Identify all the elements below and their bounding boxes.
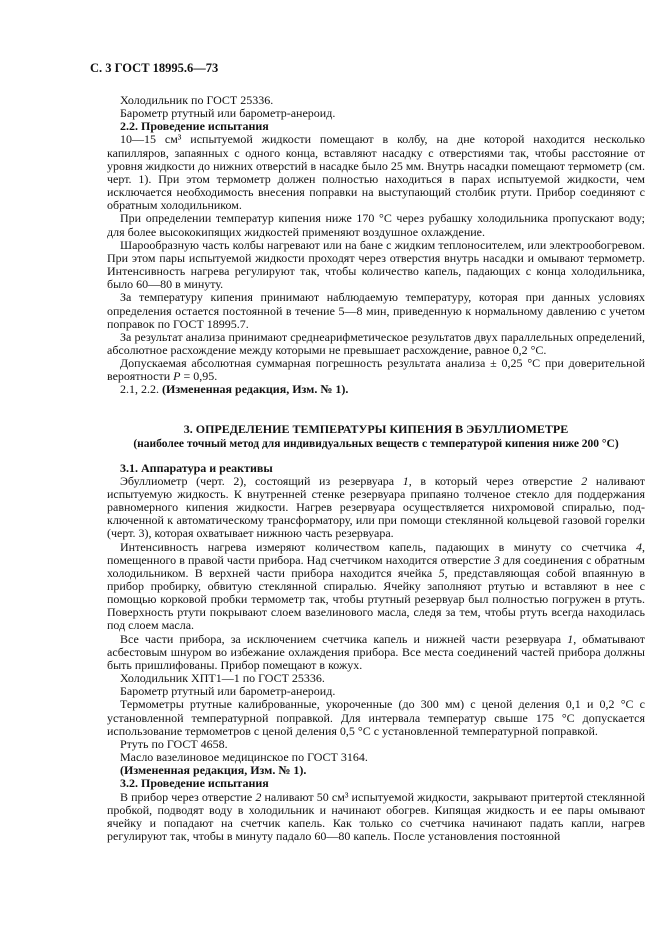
text-run: (Измененная редакция, Изм. № 1). [120,763,307,778]
paragraph [107,791,645,844]
italic-ref: 1 [402,473,409,488]
text-run: Холодильник ХПТ1—1 по ГОСТ 25336. [120,671,325,686]
text-run: 2.2. Проведение испытания [120,119,269,134]
paragraph [107,633,645,672]
text-run: Эбуллиометр (черт. 2), состоящий из резервуара [120,473,403,488]
text-run: наливают испытуемую жидкость. К внутренней стенке резервуара припаяно толченое стекло для поддержания равномерного кипения жидкости. Нагрев резервуара осуществляется нихромовой спиралью, подключенной к автоматическому трансформатору, или при помощи стеклянной кольцевой газовой горелки (черт. 3), которая охватывает нижнюю часть резервуара. [107,473,645,541]
text-run: В прибор через отверстие [120,789,256,804]
italic-ref: 4 [636,539,642,554]
paragraph [107,475,645,541]
text-run: = 0,95. [180,369,218,384]
text-run: Термометры ртутные калиброванные, укороченные (до 300 мм) с ценой деления 0,1 и 0,2 °С с установленной температурной поправкой. Для интервала температур свыше 175 °С допускается использование термометров с ценой деления 0,5 °С с установленной температурной поправкой. [107,697,645,738]
text-run: При определении температур кипения ниже 170 °С через рубашку холодильника пропускают воду; для более высококипящих жидкостей применяют воздушное охлаждение. [107,211,645,239]
text-run: Барометр ртутный или барометр-анероид. [120,684,336,699]
document-body [107,94,645,843]
paragraph [107,383,645,396]
text-run: для соединения с обратным холодильником. В верхней части прибора находится ячейка [107,552,646,580]
text-run: , помещенного в правой части прибора. Над счетчиком находится отверстие [107,539,645,567]
text-run: Интенсивность нагрева измеряют количеством капель, падающих в минуту со счетчика [120,539,636,554]
italic-ref: 2 [581,473,588,488]
text-run: Барометр ртутный или барометр-анероид. [120,106,336,121]
paragraph [107,357,645,383]
section-title [107,422,645,437]
text-run: 3.1. Аппаратура и реактивы [120,460,273,475]
paragraph [107,133,645,212]
italic-ref: 1 [567,631,574,646]
paragraph [107,291,645,330]
text-run: , обматывают асбестовым шнуром во избежание охлаждения прибора. Все места соединений частей прибора должны быть пришлифованы. Прибор помещают в кожух. [107,631,645,672]
page-header: С. 3 ГОСТ 18995.6—73 [90,61,219,75]
text-run: (наиболее точный метод для индивидуальных веществ с температурой кипения ниже 200 °С) [133,437,619,450]
text-run: 10—15 см³ испытуемой жидкости помещают в колбу, на дне которой находится несколько капилляров, запаянных с одного конца, вставляют насадку с отверстиями так, чтобы расстояние от уровня жидкости до нижних отверстий в насадке было 25 мм. Внутрь насадки помещают термометр (см. черт. 1). При этом термометр должен полностью находиться в парах испытуемой жидкости, чем исключается необходимость внесения поправки на выступающий столбик ртути. Прибор соединяют с обратным холодильником. [107,132,645,213]
italic-ref: 3 [493,552,500,567]
paragraph [107,698,645,737]
text-run: Масло вазелиновое медицинское по ГОСТ 3164. [120,750,368,765]
text-run: Допускаемая абсолютная суммарная погрешность результата анализа ± 0,25 °С при доверительной вероятности [107,356,645,384]
text-run: За температуру кипения принимают наблюдаемую температуру, которая при данных условиях определения остается постоянной в течение 5—8 мин, приведенную к нормальному давлению с учетом поправок по ГОСТ 18995.7. [107,290,645,331]
text-run: За результат анализа принимают среднеарифметическое результатов двух параллельных определений, абсолютное расхождение между которыми не превышает расхождение, равное 0,2 °С. [107,329,645,357]
text-run: Холодильник по ГОСТ 25336. [120,93,274,107]
text-run: 2.1, 2.2. [120,382,162,397]
italic-ref: 2 [255,789,262,804]
text-run: 3.2. Проведение испытания [120,776,269,791]
text-run: Шарообразную часть колбы нагревают или на бане с жидким теплоносителем, или электрообогревом. При этом пары испытуемой жидкости проходят через отверстия внутрь насадки и омывают термометр. Интенсивность нагрева регулируют так, чтобы количество капель, падающих с конца холодильника, было 60—80 в минуту. [107,237,645,292]
paragraph [107,239,645,292]
paragraph [107,331,645,357]
text-run: наливают 50 см³ испытуемой жидкости, закрывают притертой стеклянной пробкой, подводят воду в холодильник и начинают обогрев. Кипящая жидкость и ее пары омывают ячейку и попадают на счетчик капель. Как только со счетчика начинают падать капли, нагрев регулируют так, чтобы в минуту падало 60—80 капель. После установления постоянной [107,789,646,843]
italic-ref: P [173,369,181,384]
text-run: , представляющая собой впаянную в прибор пробирку, обвитую стеклянной спиралью. Ячейку заполняют ртутью и вставляют в нее с помощью корковой пробки термометр так, чтобы ртутный резервуар был полностью погружен в ртуть. Поверхность ртути покрывают слоем вазелинового масла, следя за тем, чтобы ртуть всегда находилась под слоем масла. [107,565,645,633]
text-run: 3. ОПРЕДЕЛЕНИЕ ТЕМПЕРАТУРЫ КИПЕНИЯ В ЭБУЛЛИОМЕТРЕ [183,421,569,436]
paragraph [107,541,645,633]
bold-text: (Измененная редакция, Изм. № 1). [162,382,349,397]
paragraph [107,212,645,238]
italic-ref: 5 [438,565,445,580]
text-run: Все части прибора, за исключением счетчика капель и нижней части резервуара [120,631,568,646]
section-subtitle [107,437,645,451]
text-run: Ртуть по ГОСТ 4658. [120,736,228,751]
text-run: , в который через отверстие [408,473,582,488]
